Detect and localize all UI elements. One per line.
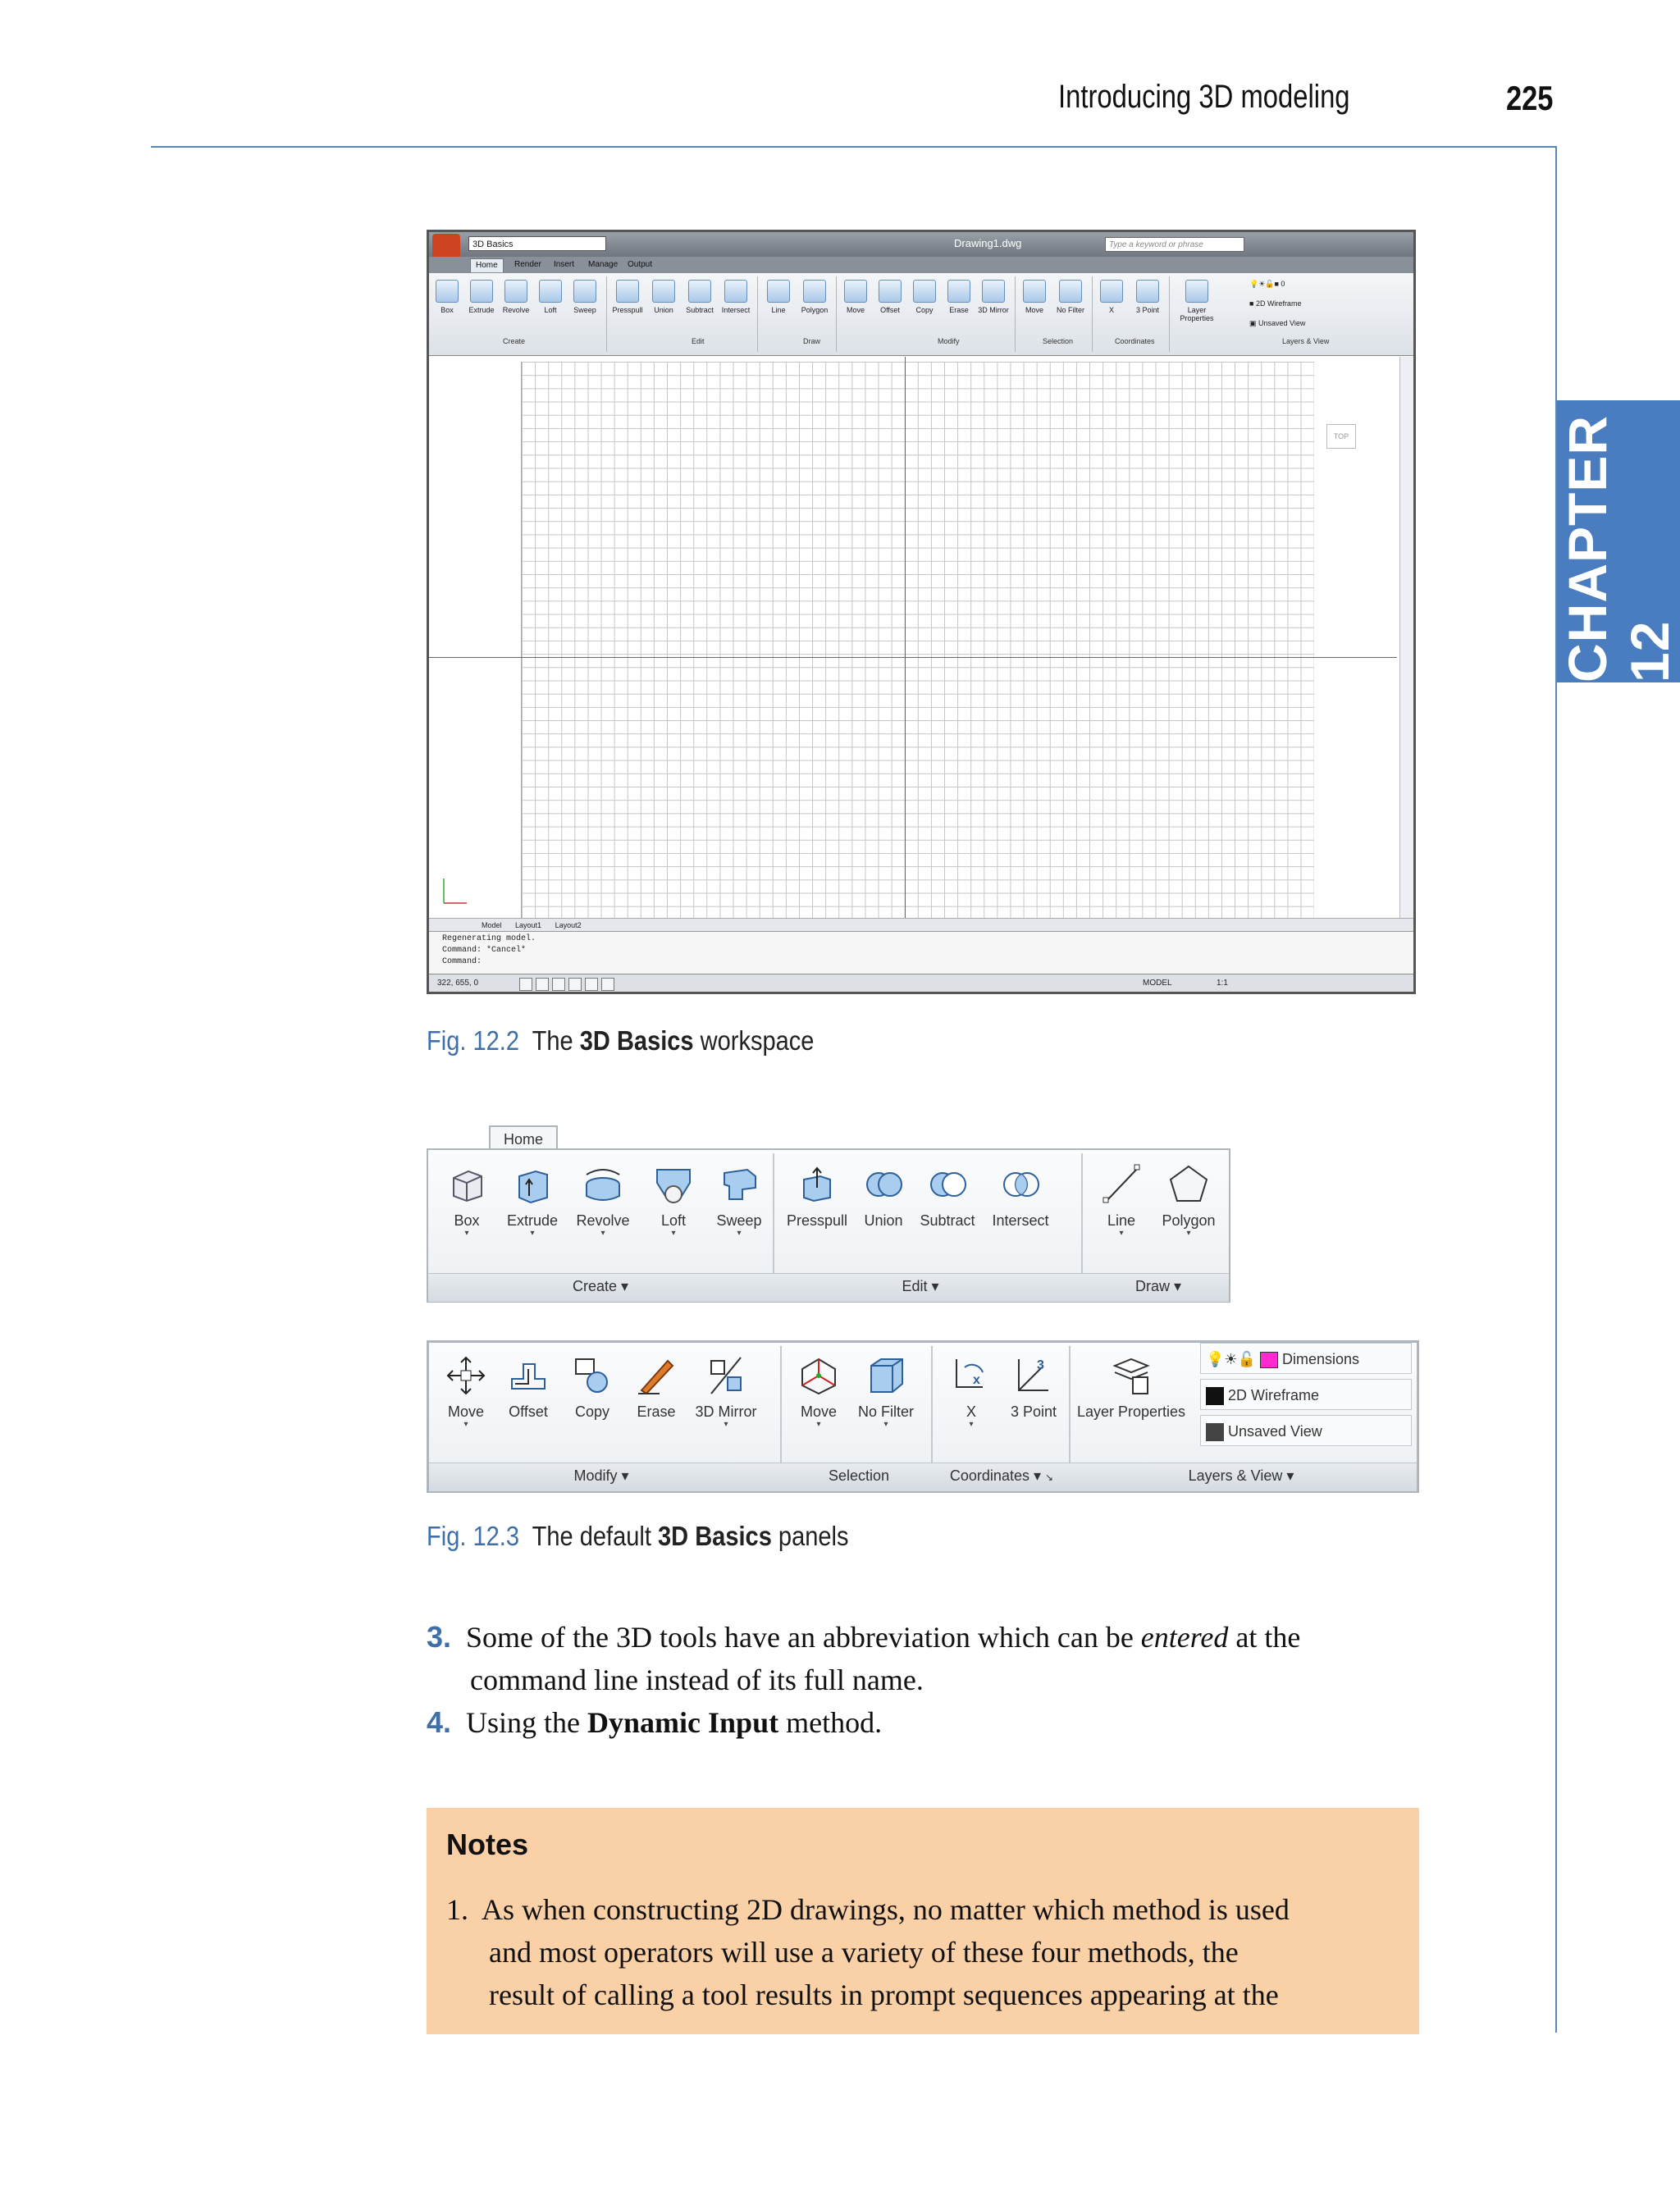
ribbon-tab-insert[interactable]: Insert	[554, 260, 575, 269]
osnap-icon[interactable]	[585, 978, 598, 991]
viewcube[interactable]	[1315, 406, 1364, 455]
panel-group-selection[interactable]: Selection	[828, 1467, 890, 1484]
copy-icon	[913, 280, 936, 303]
group-modify[interactable]: Modify	[938, 337, 960, 345]
move-icon	[844, 280, 867, 303]
list-item-4: 4. Using the Dynamic Input method.	[427, 1705, 883, 1739]
ribbon-tab-manage[interactable]: Manage	[588, 260, 619, 269]
presspull-icon	[616, 280, 639, 303]
no-filter-icon	[1059, 280, 1082, 303]
autocad-screenshot	[427, 230, 1416, 994]
no-filter-tool[interactable]: No Filter	[1054, 280, 1087, 314]
3d-mirror-icon	[982, 280, 1005, 303]
panel-group-create[interactable]: Create ▾	[572, 1278, 629, 1294]
selection-move-tool[interactable]: Move	[1018, 280, 1051, 314]
loft-icon	[539, 280, 562, 303]
polar-icon[interactable]	[568, 978, 582, 991]
move-gizmo-icon	[1023, 280, 1046, 303]
ribbon-tab-render[interactable]: Render	[514, 260, 541, 269]
revolve-icon	[504, 280, 527, 303]
ucs-3point-icon	[1136, 280, 1159, 303]
move-icon	[445, 1354, 487, 1397]
layer-properties-tool[interactable]: Layer Properties	[1172, 280, 1221, 322]
visual-style-icon	[1206, 1387, 1224, 1405]
group-draw[interactable]: Draw	[803, 337, 821, 345]
panel-loft-button[interactable]: Loft ▾	[643, 1163, 704, 1238]
presspull-tool[interactable]: Presspull	[611, 280, 644, 314]
document-title: Drawing1.dwg	[954, 237, 1022, 249]
annotation-scale[interactable]: 1:1	[1217, 979, 1228, 988]
box-tool[interactable]: Box	[431, 280, 463, 314]
header-rule	[151, 146, 1557, 148]
erase-icon	[635, 1354, 678, 1397]
group-coordinates[interactable]: Coordinates	[1115, 337, 1155, 345]
polygon-icon	[803, 280, 826, 303]
panel-group-edit[interactable]: Edit ▾	[902, 1278, 939, 1294]
ribbon-tab-home[interactable]: Home	[470, 258, 504, 272]
tab-model[interactable]: Model	[482, 921, 502, 929]
ribbon-tab-output[interactable]: Output	[628, 260, 653, 269]
3d-mirror-icon	[705, 1354, 747, 1397]
panel-home-tab[interactable]: Home	[489, 1125, 558, 1150]
union-tool[interactable]: Union	[647, 280, 680, 314]
panel-extrude-button[interactable]: Extrude ▾	[502, 1163, 563, 1238]
polygon-icon	[1167, 1163, 1210, 1206]
panel-intersect-button[interactable]: Intersect	[986, 1163, 1055, 1230]
layer-dropdown[interactable]: 💡☀🔓 Dimensions	[1200, 1343, 1412, 1374]
ucs-x-tool[interactable]: X	[1095, 280, 1128, 314]
loft-icon	[652, 1163, 695, 1206]
line-tool[interactable]: Line	[762, 280, 795, 314]
svg-text:3: 3	[1037, 1358, 1044, 1372]
layer-properties-icon	[1110, 1354, 1153, 1397]
erase-tool[interactable]: Erase	[943, 280, 975, 314]
command-line[interactable]: Regenerating model. Command: *Cancel* Command:	[429, 931, 1413, 974]
3d-mirror-tool[interactable]: 3D Mirror	[977, 280, 1010, 314]
subtract-icon	[926, 1163, 969, 1206]
panel-revolve-button[interactable]: Revolve ▾	[573, 1163, 633, 1238]
move-tool[interactable]: Move	[839, 280, 872, 314]
ortho-icon[interactable]	[552, 978, 565, 991]
panel-line-button[interactable]: Line ▾	[1091, 1163, 1152, 1238]
figure-caption-12-3: Fig. 12.3 The default 3D Basics panels	[427, 1521, 849, 1551]
offset-icon	[507, 1354, 550, 1397]
panel-3d-mirror-button[interactable]: 3D Mirror ▾	[692, 1354, 760, 1429]
tab-layout1[interactable]: Layout1	[515, 921, 542, 929]
group-layers-view[interactable]: Layers & View	[1282, 337, 1330, 345]
layer-state-icons: 💡☀🔓	[1206, 1351, 1256, 1367]
drawing-grid	[521, 362, 1314, 920]
layer-combo[interactable]: 💡☀🔓■ 0	[1249, 280, 1285, 288]
running-title: Introducing 3D modeling	[1058, 79, 1350, 115]
status-bar	[429, 974, 1413, 993]
extrude-tool[interactable]: Extrude	[465, 280, 498, 314]
notes-title: Notes	[446, 1828, 529, 1861]
sweep-icon	[573, 280, 596, 303]
ucs-3point-tool[interactable]: 3 Point	[1131, 280, 1164, 314]
otrack-icon[interactable]	[601, 978, 614, 991]
view-combo[interactable]: ▣ Unsaved View	[1249, 319, 1306, 327]
panel-no-filter-button[interactable]: No Filter ▾	[852, 1354, 920, 1429]
offset-tool[interactable]: Offset	[874, 280, 906, 314]
viewcube-top-face[interactable]: TOP	[1326, 424, 1356, 449]
grid-axis-vertical	[905, 357, 906, 918]
panel-copy-button[interactable]: Copy	[562, 1354, 623, 1421]
panel-selection-move-button[interactable]: Move ▾	[788, 1354, 849, 1429]
panel-subtract-button[interactable]: Subtract	[917, 1163, 978, 1230]
bottom-panels	[427, 1340, 1419, 1493]
ucs-icon	[439, 874, 472, 910]
ucs-x-icon	[950, 1354, 993, 1397]
search-input[interactable]: Type a keyword or phrase	[1105, 237, 1244, 252]
panel-group-draw[interactable]: Draw ▾	[1134, 1278, 1182, 1294]
erase-icon	[947, 280, 970, 303]
polygon-tool[interactable]: Polygon	[798, 280, 831, 314]
group-create[interactable]: Create	[503, 337, 526, 345]
panel-union-button[interactable]: Union	[853, 1163, 914, 1230]
ucs-3point-icon	[1012, 1354, 1055, 1397]
copy-tool[interactable]: Copy	[908, 280, 941, 314]
top-panels	[427, 1148, 1230, 1303]
sweep-icon	[718, 1163, 760, 1206]
group-selection[interactable]: Selection	[1043, 337, 1074, 345]
svg-text:x: x	[973, 1373, 980, 1387]
presspull-icon	[796, 1163, 838, 1206]
panel-presspull-button[interactable]: Presspull	[784, 1163, 850, 1230]
panel-layer-properties-button[interactable]: Layer Properties	[1074, 1354, 1189, 1421]
panel-sweep-button[interactable]: Sweep ▾	[709, 1163, 769, 1238]
command-prompt[interactable]: Command:	[442, 957, 482, 966]
group-edit[interactable]: Edit	[692, 337, 705, 345]
union-icon	[652, 280, 675, 303]
view-icon	[1206, 1423, 1224, 1441]
layer-properties-icon	[1185, 280, 1208, 303]
sweep-tool[interactable]: Sweep	[568, 280, 601, 314]
panel-erase-button[interactable]: Erase	[626, 1354, 687, 1421]
visual-style-combo[interactable]: ■ 2D Wireframe	[1249, 299, 1302, 308]
revolve-icon	[582, 1163, 624, 1206]
visual-style-dropdown[interactable]: 2D Wireframe	[1200, 1379, 1412, 1410]
box-icon	[436, 280, 459, 303]
snap-icon[interactable]	[519, 978, 532, 991]
panel-group-modify[interactable]: Modify ▾	[573, 1467, 629, 1484]
intersect-tool[interactable]: Intersect	[719, 280, 752, 314]
panel-box-button[interactable]: Box ▾	[436, 1163, 497, 1238]
panel-move-button[interactable]: Move ▾	[436, 1354, 496, 1429]
notes-box	[427, 1808, 1419, 2034]
notes-item-1: 1. As when constructing 2D drawings, no matter which method is used and most operators will use a variety of these four methods, the result of calling a tool results in prompt sequences appearing at the	[446, 1893, 1290, 2011]
title-bar	[429, 232, 1413, 257]
union-icon	[862, 1163, 905, 1206]
panel-ucs-x-button[interactable]: x X ▾	[941, 1354, 1002, 1429]
chapter-tab	[1557, 400, 1680, 682]
coordinate-readout: 322, 655, 0	[437, 979, 479, 988]
extrude-icon	[511, 1163, 554, 1206]
revolve-tool[interactable]: Revolve	[500, 280, 532, 314]
panel-group-coordinates[interactable]: Coordinates ▾ ↘	[949, 1467, 1054, 1484]
subtract-tool[interactable]: Subtract	[683, 280, 716, 314]
list-item-3-continued: command line instead of its full name.	[470, 1663, 924, 1696]
tab-layout2[interactable]: Layout2	[555, 921, 582, 929]
view-dropdown[interactable]: Unsaved View	[1200, 1415, 1412, 1446]
line-icon	[767, 280, 790, 303]
ucs-x-icon	[1100, 280, 1123, 303]
page-number: 225	[1506, 79, 1554, 117]
model-toggle[interactable]: MODEL	[1143, 979, 1172, 988]
subtract-icon	[688, 280, 711, 303]
extrude-icon	[470, 280, 493, 303]
loft-tool[interactable]: Loft	[534, 280, 567, 314]
drawing-area[interactable]	[429, 357, 1397, 918]
workspace-combo[interactable]: 3D Basics	[468, 236, 606, 251]
grid-icon[interactable]	[536, 978, 549, 991]
layout-tabs	[429, 918, 1413, 932]
ribbon	[429, 273, 1413, 356]
figure-caption-12-2: Fig. 12.2 The 3D Basics workspace	[427, 1025, 815, 1056]
box-icon	[445, 1163, 488, 1206]
no-filter-icon	[865, 1354, 907, 1397]
move-gizmo-icon	[797, 1354, 840, 1397]
copy-icon	[571, 1354, 614, 1397]
intersect-icon	[999, 1163, 1042, 1206]
intersect-icon	[724, 280, 747, 303]
panel-group-layers-view[interactable]: Layers & View ▾	[1188, 1467, 1294, 1484]
panel-polygon-button[interactable]: Polygon ▾	[1158, 1163, 1219, 1238]
vertical-scrollbar[interactable]	[1399, 357, 1413, 918]
layer-color-swatch	[1260, 1352, 1278, 1368]
grid-axis-horizontal	[429, 657, 1397, 658]
offset-icon	[879, 280, 902, 303]
panel-ucs-3point-button[interactable]: 3 3 Point	[1003, 1354, 1064, 1421]
line-icon	[1100, 1163, 1143, 1206]
list-item-3: 3. Some of the 3D tools have an abbreviation which can be entered at the	[427, 1620, 1301, 1654]
panel-offset-button[interactable]: Offset	[498, 1354, 559, 1421]
chapter-label: CHAPTER 12	[1557, 414, 1680, 682]
